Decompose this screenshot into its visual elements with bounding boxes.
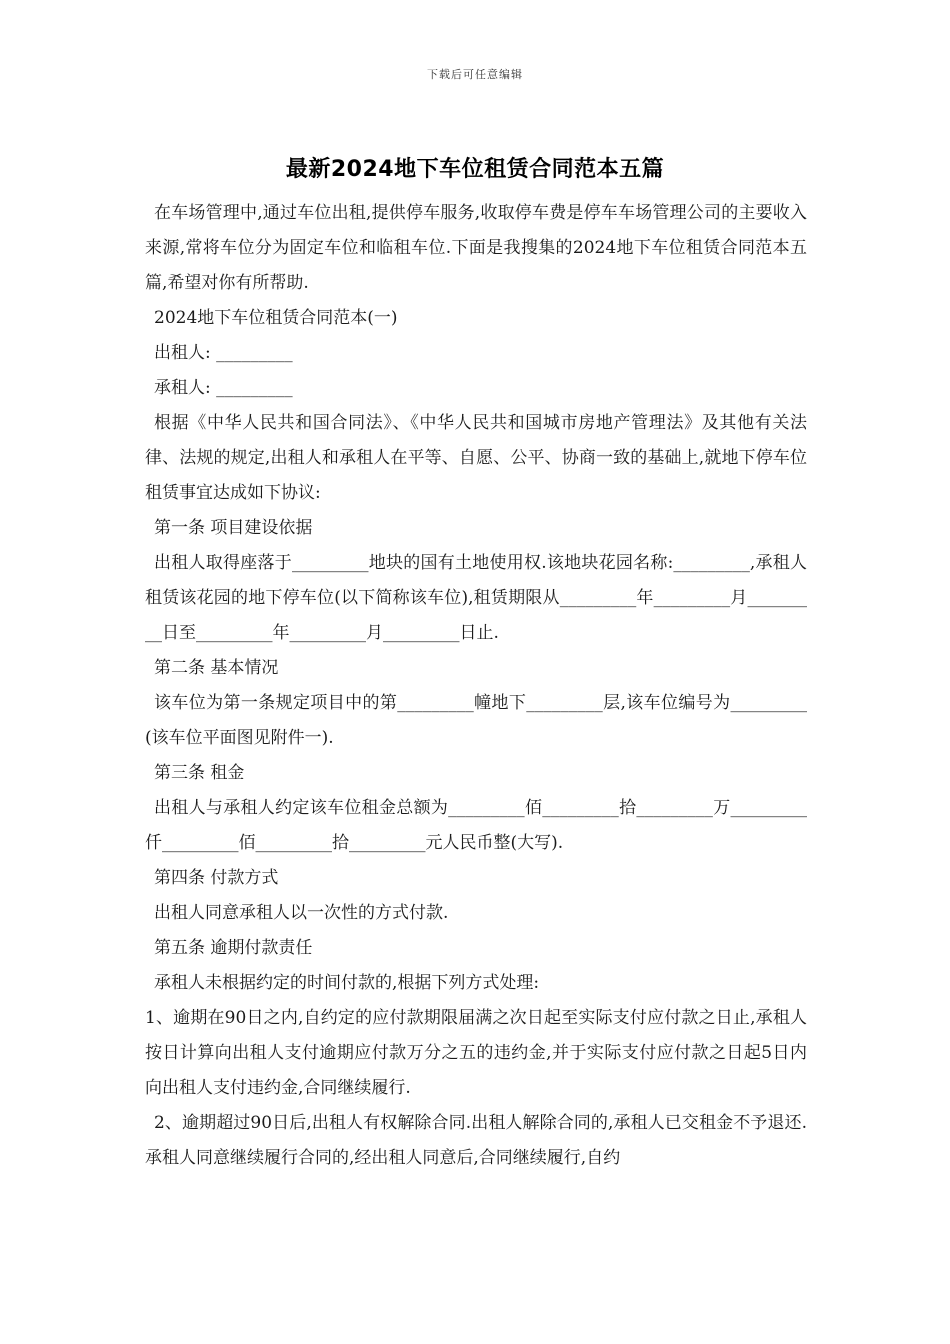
lessor-line: 出租人: _________ [154, 343, 293, 363]
article-5-heading: 第五条 逾期付款责任 [154, 938, 313, 958]
article-5-item-2: 2、逾期超过90日后,出租人有权解除合同.出租人解除合同的,承租人已交租金不予退还.承租人同意继续履行合同的,经出租人同意后,合同继续履行,自约 [145, 1113, 807, 1168]
contract-subtitle: 2024地下车位租赁合同范本(一) [154, 308, 398, 328]
article-3-body: 出租人与承租人约定该车位租金总额为_________佰_________拾_________万_________仟_________佰_________拾_________元人民币整(大写). [145, 798, 807, 853]
lessee-line: 承租人: _________ [154, 378, 293, 398]
article-1-body: 出租人取得座落于_________地块的国有土地使用权.该地块花园名称:_________,承租人租赁该花园的地下停车位(以下简称该车位),租赁期限从_________年_________月_________日至_________年_________月_________日止. [145, 553, 807, 643]
basis-paragraph: 根据《中华人民共和国合同法》、《中华人民共和国城市房地产管理法》及其他有关法律、法规的规定,出租人和承租人在平等、自愿、公平、协商一致的基础上,就地下停车位租赁事宜达成如下协议: [145, 413, 807, 503]
article-2-body: 该车位为第一条规定项目中的第_________幢地下_________层,该车位编号为_________(该车位平面图见附件一). [145, 693, 807, 748]
article-5-body: 承租人未根据约定的时间付款的,根据下列方式处理: [154, 973, 540, 993]
document-body [145, 196, 807, 1176]
header-note: 下载后可任意编辑 [427, 68, 523, 81]
article-5-item-1: 1、逾期在90日之内,自约定的应付款期限届满之次日起至实际支付应付款之日止,承租人按日计算向出租人支付逾期应付款万分之五的违约金,并于实际支付应付款之日起5日内向出租人支付违约金,合同继续履行. [145, 1008, 807, 1098]
intro-paragraph: 在车场管理中,通过车位出租,提供停车服务,收取停车费是停车车场管理公司的主要收入来源,常将车位分为固定车位和临租车位.下面是我搜集的2024地下车位租赁合同范本五篇,希望对你有所帮助. [145, 203, 807, 293]
article-2-heading: 第二条 基本情况 [154, 658, 279, 678]
article-4-body: 出租人同意承租人以一次性的方式付款. [154, 903, 449, 923]
document-title: 最新2024地下车位租赁合同范本五篇 [285, 157, 665, 182]
article-4-heading: 第四条 付款方式 [154, 868, 279, 888]
article-3-heading: 第三条 租金 [154, 763, 245, 783]
article-1-heading: 第一条 项目建设依据 [154, 518, 313, 538]
